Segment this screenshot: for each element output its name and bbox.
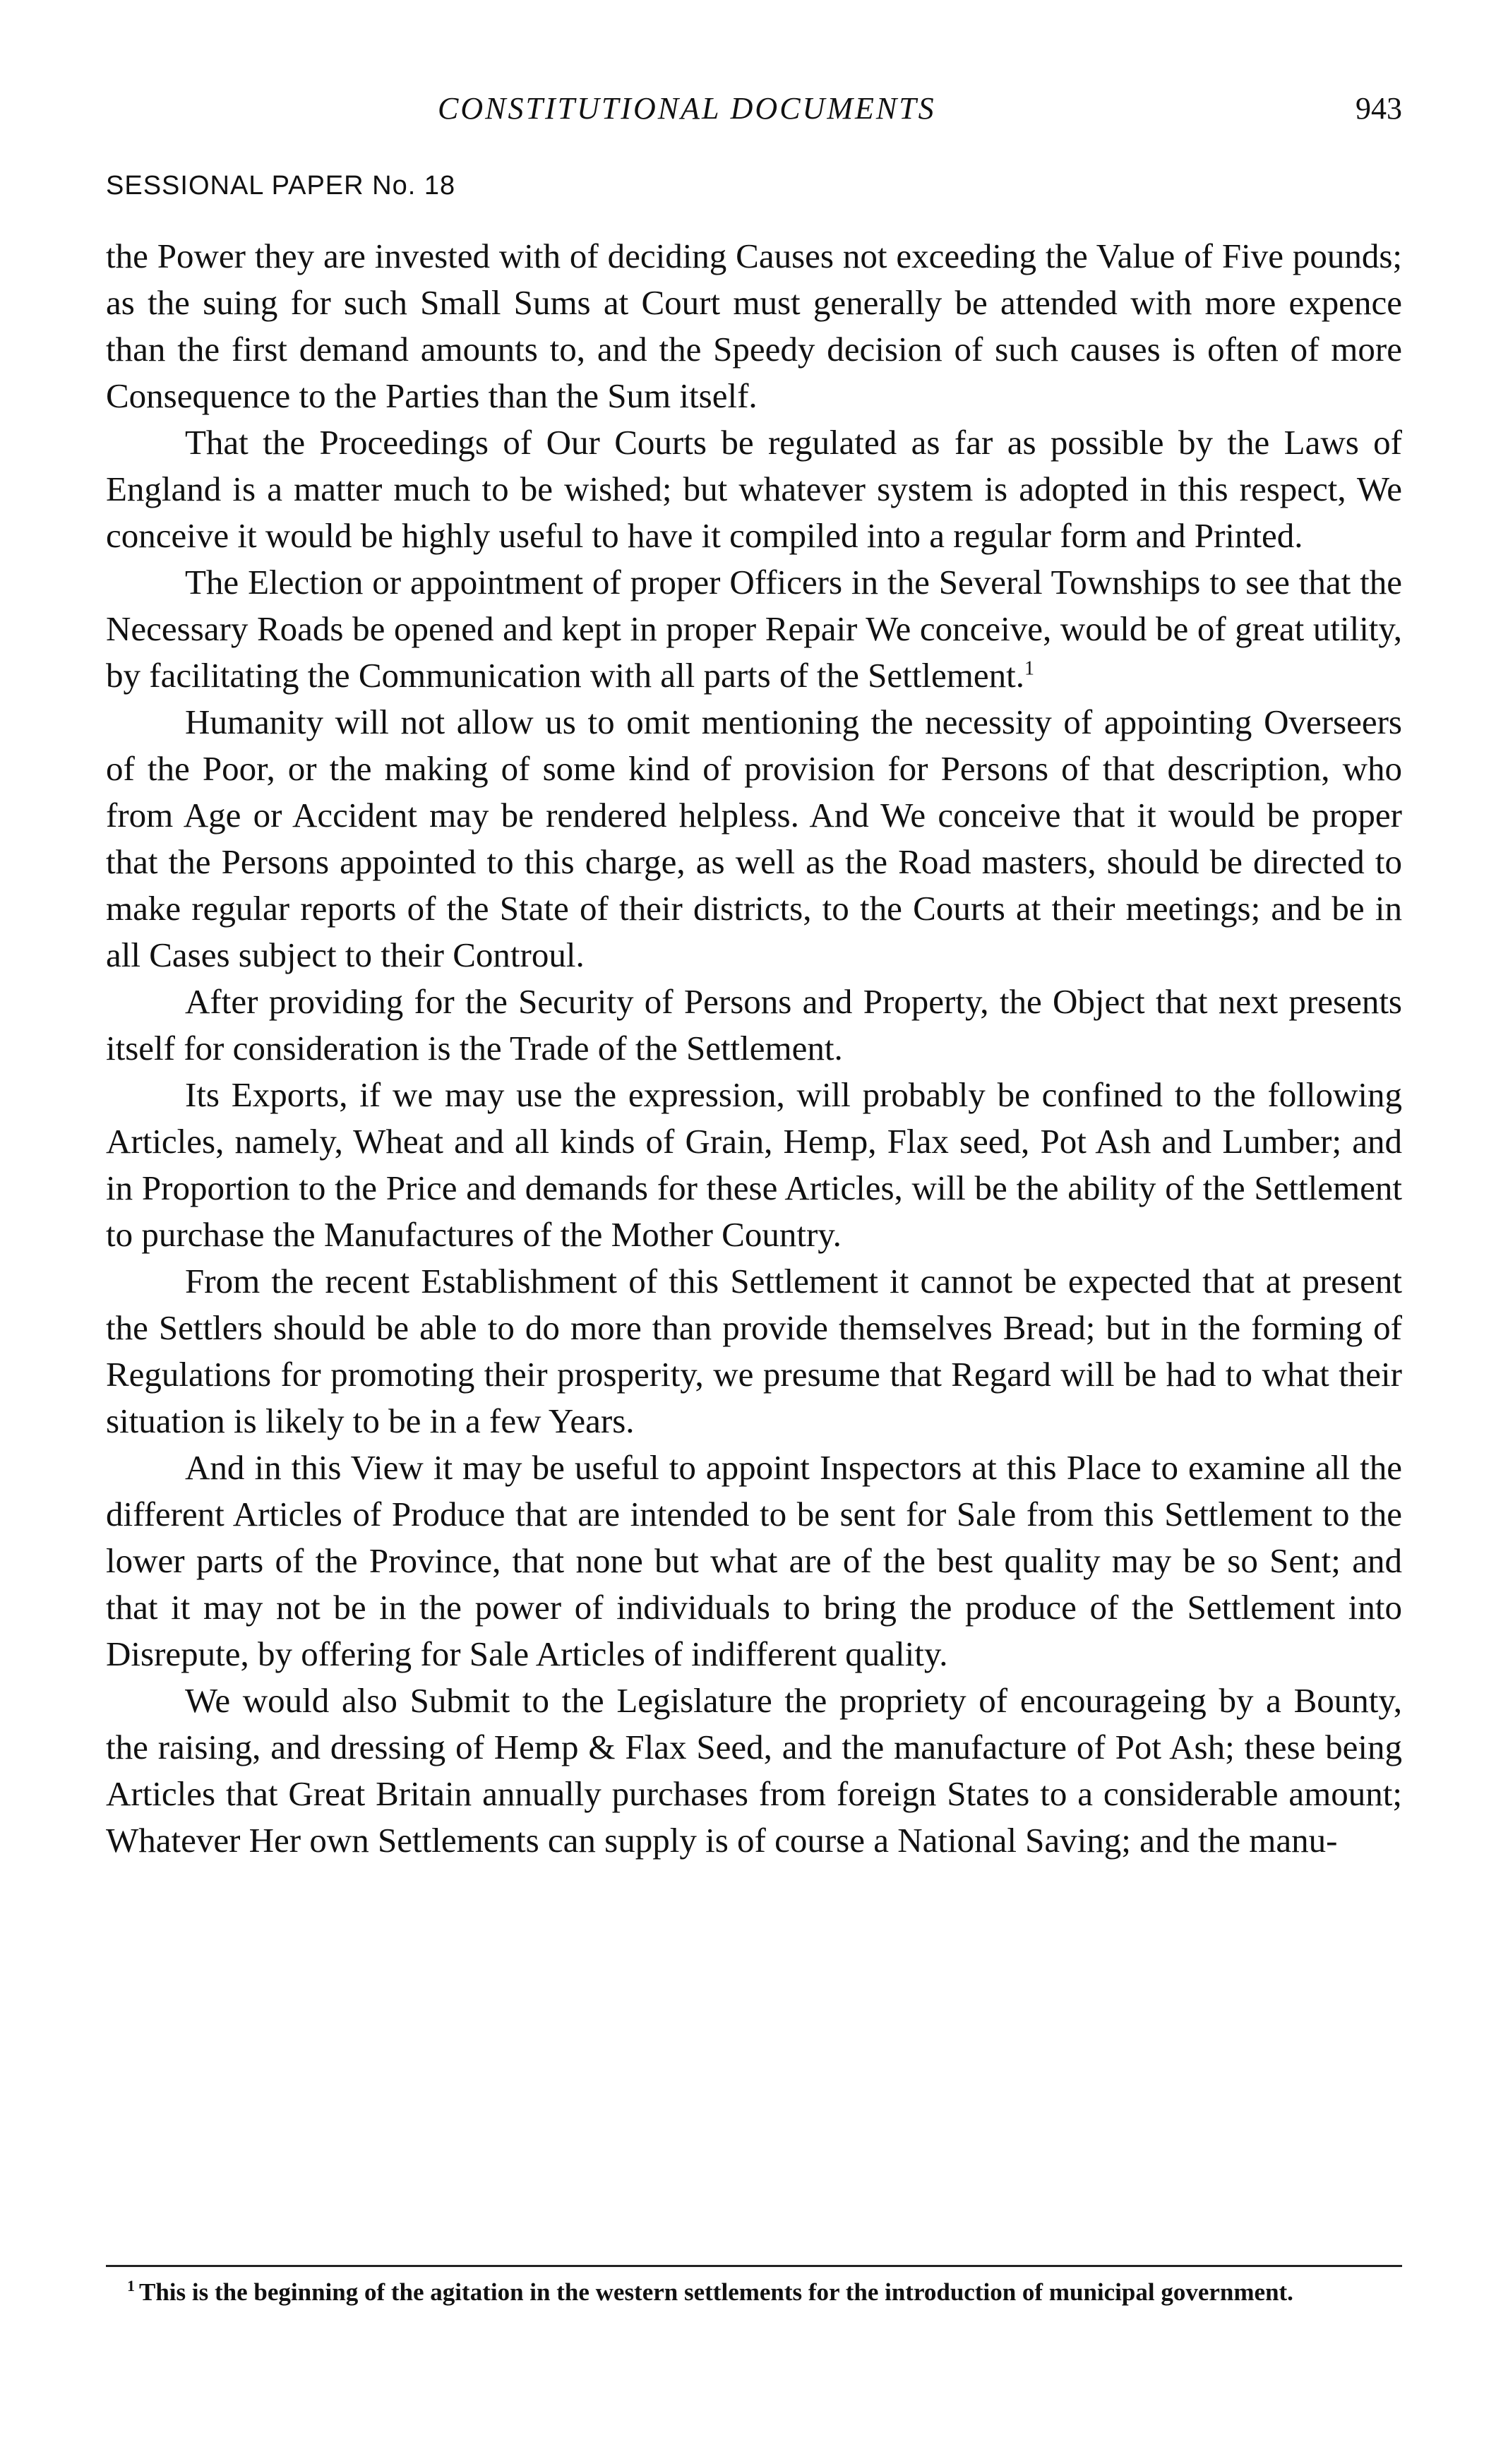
paragraph-roads: [106, 559, 1402, 699]
running-title: CONSTITUTIONAL DOCUMENTS: [438, 91, 936, 126]
running-head: [0, 90, 1508, 140]
paragraph-security: After providing for the Security of Persons and Property, the Object that next presents itself for consideration is the Trade of the Settlement.: [106, 982, 1402, 1067]
sessional-paper-label: SESSIONAL PAPER No. 18: [106, 171, 456, 201]
paragraph-establishment: From the recent Establishment of this Settlement it cannot be expected that at present the Settlers should be able to do more than provide themselves Bread; but in the forming of Regulations for promoting their prosperity, we presume that Regard will be had to what their situation is likely to be in a few Years.: [106, 1262, 1402, 1440]
footnote-divider: [106, 2265, 1402, 2267]
paragraph-exports: Its Exports, if we may use the expression, will probably be confined to the following Articles, namely, Wheat and all kinds of Grain, Hemp, Flax seed, Pot Ash and Lumber; and in Proportion to the Price and demands for these Articles, will be the ability of the Settlement to purchase the Manufactures of the Mother Country.: [106, 1075, 1402, 1254]
page-number: 943: [1356, 91, 1402, 126]
paragraph-inspectors: And in this View it may be useful to appoint Inspectors at this Place to examine all the different Articles of Produce that are intended to be sent for Sale from this Settlement to the lower parts of the Province, that none but what are of the best quality may be so Sent; and that it may not be in the power of individuals to bring the produce of the Settlement into Disrepute, by offering for Sale Articles of indifferent quality.: [106, 1448, 1402, 1673]
paragraph-overseers: Humanity will not allow us to omit mentioning the necessity of appointing Overseers of the Poor, or the making of some kind of provision for Persons of that description, who from Age or Accident may be rendered helpless. And We conceive that it would be proper that the Persons appointed to this charge, as well as the Road masters, should be directed to make regular reports of the State of their districts, to the Courts at their meetings; and be in all Cases subject to their Controul.: [106, 702, 1402, 974]
paragraph-bounty: We would also Submit to the Legislature the propriety of encourageing by a Bounty, the raising, and dressing of Hemp & Flax Seed, and the manufacture of Pot Ash; these being Articles that Great Britain annually purchases from foreign States to a considerable amount; Whatever Her own Settlements can supply is of course a National Saving; and the manu-: [106, 1681, 1402, 1860]
footnote-mark: 1: [127, 2277, 135, 2295]
footnote: [106, 2278, 1402, 2307]
paragraph-proceedings: That the Proceedings of Our Courts be regulated as far as possible by the Laws of England is a matter much to be wished; but whatever system is adopted in this respect, We conceive it would be highly useful to have it compiled into a regular form and Printed.: [106, 423, 1402, 555]
paragraph-roads-text: The Election or appointment of proper Officers in the Several Townships to see that the Necessary Roads be opened and kept in proper Repair We conceive, would be of great utility, by facilitating the Communication with all parts of the Settlement.: [106, 563, 1402, 695]
footnote-text: This is the beginning of the agitation in the western settlements for the introduction of municipal government.: [139, 2278, 1293, 2306]
paragraph-courts-value: the Power they are invested with of deciding Causes not exceeding the Value of Five pounds; as the suing for such Small Sums at Court must generally be attended with more expence than the first demand amounts to, and the Speedy decision of such causes is often of more Consequence to the Parties than the Sum itself.: [106, 237, 1402, 415]
footnote-reference: 1: [1024, 657, 1034, 680]
body-text: [106, 233, 1402, 1864]
